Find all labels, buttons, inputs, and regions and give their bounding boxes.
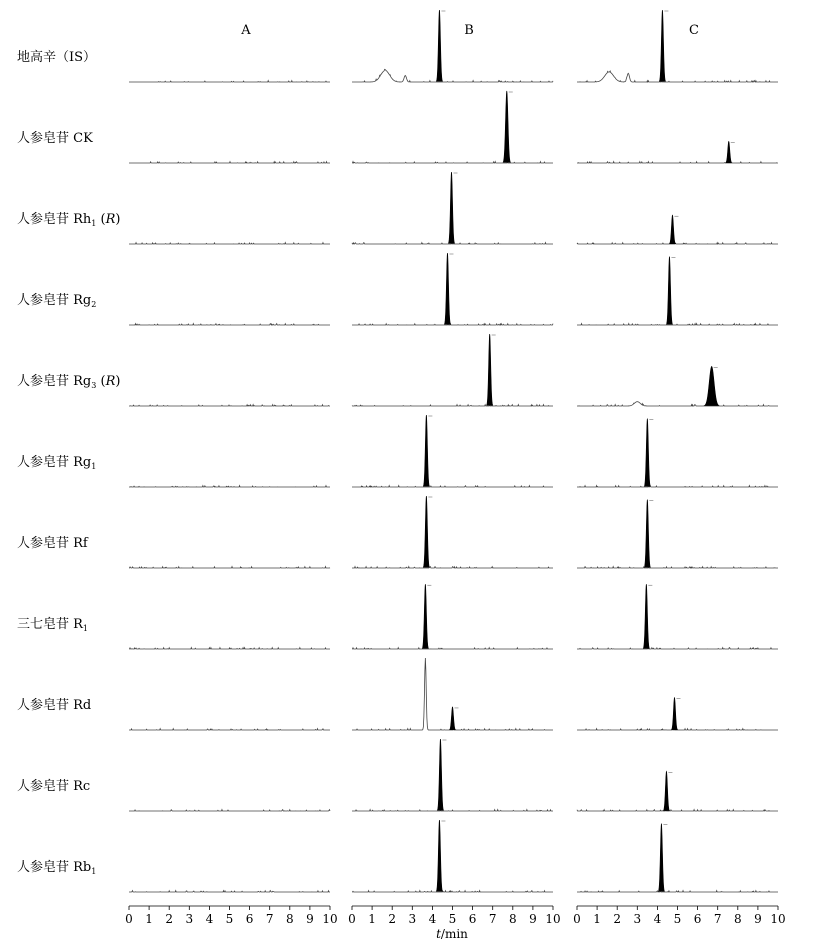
trace-row-9-b	[352, 658, 553, 730]
baseline-trace	[352, 324, 553, 325]
baseline-trace	[129, 810, 330, 811]
x-tick-label: 7	[713, 912, 722, 926]
trace-row-5-b	[352, 334, 553, 406]
peak-4-c-1	[666, 257, 672, 325]
trace-row-9-c	[577, 698, 778, 730]
row-label-part: (	[96, 374, 106, 389]
baseline-trace	[129, 486, 330, 487]
x-tick-label: 8	[733, 912, 742, 926]
x-tick-label: 8	[285, 912, 294, 926]
row-label-part: )	[115, 374, 121, 389]
baseline-trace	[577, 810, 778, 811]
x-axes	[125, 906, 785, 926]
baseline-trace	[352, 69, 553, 82]
baseline-trace	[352, 891, 553, 892]
x-tick-label: 0	[125, 912, 133, 926]
x-axis-title	[436, 927, 468, 941]
peak-10-c-1	[663, 771, 669, 810]
row-label-part: R	[105, 374, 116, 389]
row-label-part: 人参皂苷 Rb	[17, 860, 92, 875]
trace-row-7-a	[129, 567, 330, 568]
x-tick-label: 3	[185, 912, 194, 926]
row-label-7	[17, 536, 89, 551]
row-label-3	[17, 212, 120, 228]
trace-row-7-b	[352, 496, 553, 568]
baseline-trace	[129, 648, 330, 649]
chromatogram-traces	[129, 10, 778, 892]
x-axis-b	[348, 906, 560, 926]
peak-4-b-1	[444, 253, 450, 324]
baseline-trace	[352, 486, 553, 487]
x-axis-c	[573, 906, 785, 926]
x-tick-label: 1	[593, 912, 601, 926]
baseline-trace	[352, 810, 553, 811]
row-label-11	[17, 860, 96, 876]
baseline-trace	[129, 81, 330, 82]
row-label-9	[17, 698, 91, 713]
row-label-5	[17, 374, 120, 390]
row-label-part: 1	[91, 462, 97, 471]
peak-7-b-1	[423, 496, 429, 567]
trace-row-10-b	[352, 739, 553, 811]
peak-6-b-1	[423, 415, 429, 486]
row-label-4	[17, 293, 96, 309]
row-label-1	[17, 49, 96, 65]
trace-row-5-a	[129, 405, 330, 406]
x-tick-label: 9	[306, 912, 314, 926]
x-axis-a	[125, 906, 337, 926]
peak-11-c-1	[658, 824, 664, 892]
x-axis-title-var: t	[436, 927, 441, 941]
row-labels	[17, 49, 120, 876]
row-label-part: 人参皂苷 Rg	[17, 293, 92, 308]
trace-row-10-a	[129, 810, 330, 811]
row-label-part: 三七皂苷 R	[17, 617, 83, 632]
column-header-a: A	[241, 23, 251, 38]
x-tick-label: 9	[529, 912, 537, 926]
baseline-trace	[129, 405, 330, 406]
row-label-2	[17, 131, 93, 146]
x-tick-label: 5	[225, 912, 234, 926]
baseline-trace	[577, 486, 778, 487]
baseline-trace	[352, 405, 553, 406]
x-tick-label: 3	[633, 912, 642, 926]
row-label-6	[17, 455, 96, 471]
trace-row-2-a	[129, 162, 330, 163]
x-tick-label: 0	[573, 912, 581, 926]
x-tick-label: 10	[770, 912, 786, 926]
trace-row-6-c	[577, 419, 778, 487]
trace-row-4-b	[352, 253, 553, 325]
row-label-part: 1	[91, 219, 97, 228]
baseline-trace	[577, 162, 778, 163]
x-tick-label: 8	[508, 912, 517, 926]
x-tick-label: 5	[673, 912, 682, 926]
row-label-part: 人参皂苷 CK	[17, 131, 93, 146]
x-tick-label: 6	[693, 912, 702, 926]
row-label-part: 人参皂苷 Rc	[17, 779, 91, 794]
baseline-trace	[577, 243, 778, 244]
trace-row-11-c	[577, 824, 778, 892]
row-label-part: 人参皂苷 Rh	[17, 212, 92, 227]
x-tick-label: 1	[368, 912, 376, 926]
trace-row-1-b	[352, 10, 553, 82]
trace-row-4-c	[577, 257, 778, 325]
row-label-part: 人参皂苷 Rd	[17, 698, 92, 713]
peak-2-c-1	[726, 141, 732, 162]
row-label-part: 地高辛（IS）	[17, 50, 97, 65]
peak-3-c-1	[669, 215, 675, 243]
peak-5-c-1	[704, 366, 718, 405]
peak-10-b-1	[437, 739, 443, 810]
trace-row-6-b	[352, 415, 553, 487]
row-label-part: 人参皂苷 Rg	[17, 455, 92, 470]
x-tick-label: 10	[545, 912, 561, 926]
trace-row-8-c	[577, 584, 778, 649]
row-label-part: 人参皂苷 Rf	[17, 536, 88, 551]
x-tick-label: 6	[245, 912, 254, 926]
trace-row-1-c	[577, 10, 778, 82]
baseline-trace	[129, 162, 330, 163]
peak-1-c-1	[659, 10, 665, 81]
row-label-8	[17, 617, 88, 633]
trace-row-7-c	[577, 500, 778, 568]
peak-1-b-1	[436, 10, 442, 81]
x-tick-label: 5	[448, 912, 457, 926]
baseline-trace	[577, 648, 778, 649]
trace-row-5-c	[577, 366, 778, 406]
x-tick-label: 1	[145, 912, 153, 926]
peak-9-c-1	[671, 698, 677, 730]
x-tick-label: 2	[613, 912, 622, 926]
baseline-trace	[129, 891, 330, 892]
baseline-trace	[129, 324, 330, 325]
trace-row-11-b	[352, 820, 553, 892]
peak-2-b-1	[503, 91, 510, 162]
row-label-10	[17, 779, 90, 794]
trace-row-3-b	[352, 172, 553, 244]
trace-row-8-a	[129, 648, 330, 649]
trace-row-8-b	[352, 584, 553, 649]
baseline-trace	[352, 567, 553, 568]
baseline-trace	[577, 402, 778, 406]
trace-row-6-a	[129, 486, 330, 487]
baseline-trace	[352, 648, 553, 649]
peak-3-b-1	[448, 172, 454, 243]
peak-7-c-1	[644, 500, 650, 568]
column-header-b: B	[464, 23, 474, 38]
row-label-part: 1	[91, 867, 97, 876]
x-tick-label: 0	[348, 912, 356, 926]
baseline-trace	[129, 729, 330, 730]
column-header-c: C	[689, 23, 699, 38]
row-label-part: 3	[91, 381, 97, 390]
row-label-part: 1	[82, 624, 89, 633]
x-tick-label: 2	[165, 912, 174, 926]
trace-row-4-a	[129, 324, 330, 325]
trace-row-2-c	[577, 141, 778, 163]
baseline-trace	[129, 567, 330, 568]
peak-11-b-1	[436, 820, 442, 891]
x-tick-label: 7	[265, 912, 274, 926]
column-headers	[240, 23, 699, 38]
trace-row-3-c	[577, 215, 778, 244]
x-tick-label: 4	[653, 912, 662, 926]
trace-row-2-b	[352, 91, 553, 163]
baseline-trace	[577, 71, 778, 82]
trace-row-10-c	[577, 771, 778, 811]
x-tick-label: 4	[205, 912, 214, 926]
peak-5-b-1	[487, 334, 493, 405]
baseline-trace	[352, 162, 553, 163]
baseline-trace	[129, 243, 330, 244]
trace-row-9-a	[129, 729, 330, 730]
x-tick-label: 7	[488, 912, 497, 926]
trace-row-3-a	[129, 243, 330, 244]
trace-row-11-a	[129, 891, 330, 892]
x-tick-label: 9	[754, 912, 762, 926]
baseline-trace	[577, 891, 778, 892]
peak-9-b-2	[449, 707, 455, 730]
baseline-trace	[577, 567, 778, 568]
peak-8-b-1	[422, 584, 428, 648]
row-label-part: R	[105, 212, 116, 227]
baseline-trace	[577, 324, 778, 325]
x-tick-label: 4	[428, 912, 437, 926]
row-label-part: 2	[91, 300, 97, 309]
x-tick-label: 3	[408, 912, 417, 926]
row-label-part: (	[96, 212, 106, 227]
peak-6-c-1	[644, 419, 650, 487]
x-tick-label: 10	[322, 912, 338, 926]
x-tick-label: 2	[388, 912, 397, 926]
trace-row-1-a	[129, 81, 330, 82]
peak-8-c-1	[643, 584, 649, 648]
x-tick-label: 6	[468, 912, 477, 926]
row-label-part: 人参皂苷 Rg	[17, 374, 92, 389]
row-label-part: )	[115, 212, 121, 227]
x-axis-title-unit: /min	[440, 927, 468, 941]
